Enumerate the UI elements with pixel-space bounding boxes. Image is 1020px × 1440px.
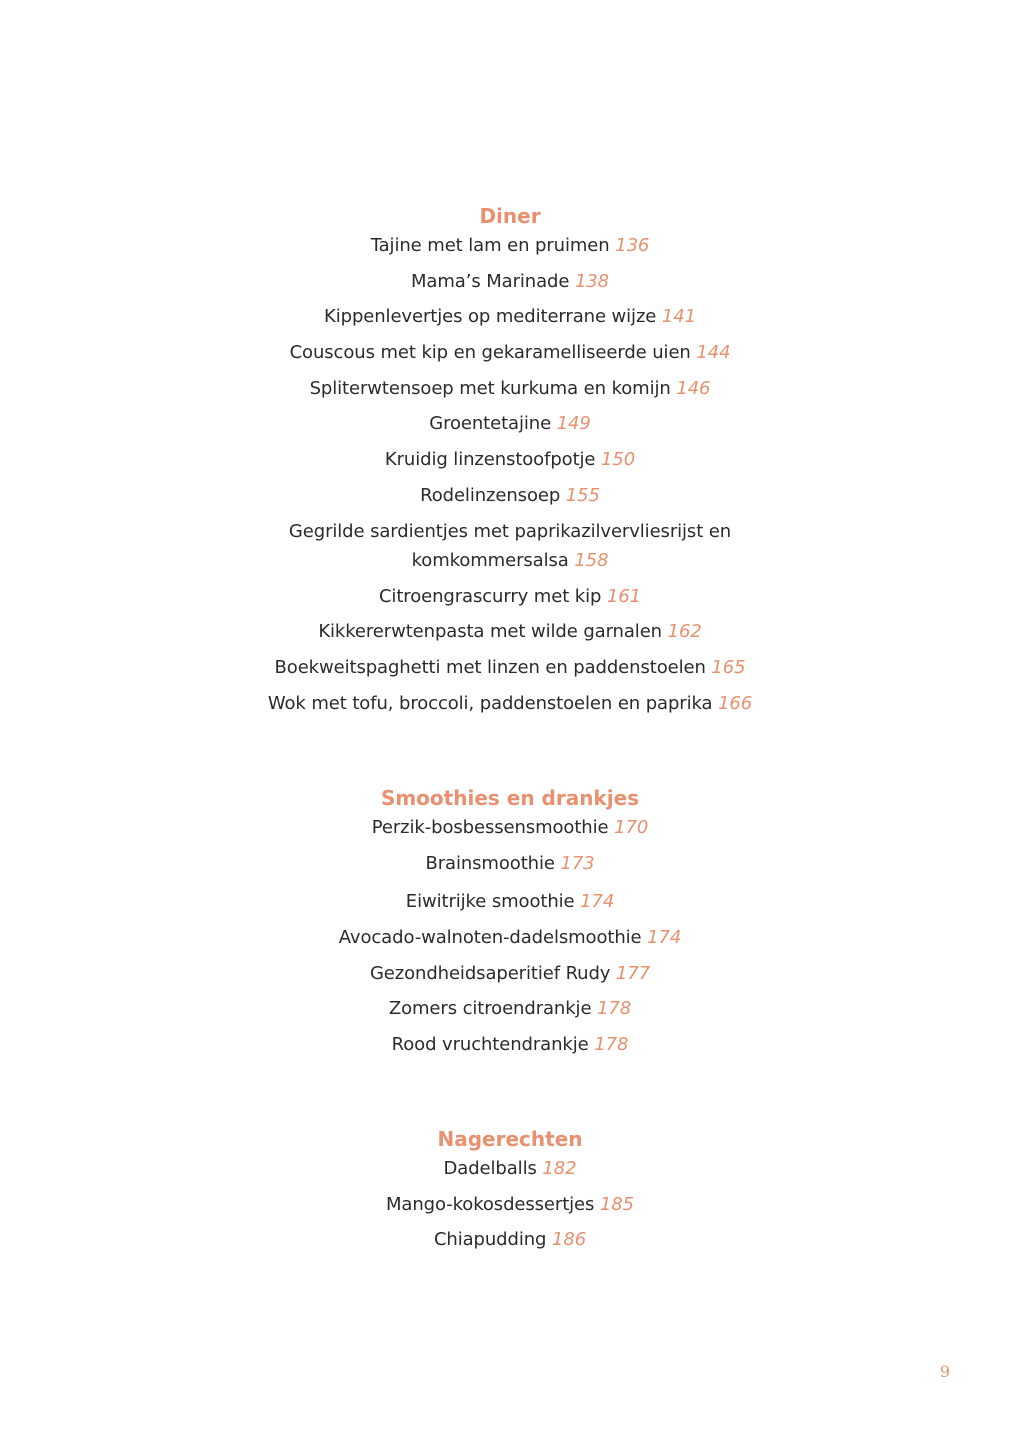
toc-entry[interactable]	[0, 1151, 1020, 1187]
entry-title: Rodelinzensoep	[420, 484, 561, 506]
entry-title: Brainsmoothie	[425, 852, 555, 874]
toc-entry[interactable]	[0, 810, 1020, 846]
entry-page-number: 186	[552, 1229, 587, 1251]
entry-page-number: 162	[667, 621, 702, 643]
entry-title: Avocado-walnoten-dadelsmoothie	[338, 927, 642, 949]
entry-page-number: 150	[601, 449, 636, 471]
entry-page-number: 174	[580, 891, 615, 913]
toc-entry[interactable]	[0, 920, 1020, 956]
entry-title: Mango-kokosdessertjes	[385, 1193, 595, 1215]
entry-page-number: 141	[661, 306, 696, 328]
entry-title: Kruidig linzenstoofpotje	[384, 449, 596, 471]
page-folio: 9	[939, 1362, 950, 1381]
toc-entry[interactable]	[0, 991, 1020, 1027]
entry-page-number: 166	[718, 692, 753, 714]
entry-page-number: 138	[574, 270, 610, 292]
toc-entry[interactable]	[0, 579, 1020, 615]
entry-page-number: 165	[711, 656, 746, 678]
toc-section-smoothies	[0, 786, 1020, 1063]
toc-entry[interactable]	[0, 1027, 1020, 1063]
entry-title: Tajine met lam en pruimen	[370, 235, 610, 256]
entry-title: Couscous met kip en gekaramelliseerde uien	[289, 342, 691, 364]
toc-entry[interactable]	[0, 371, 1020, 407]
entry-page-number: 174	[647, 927, 682, 949]
entry-page-number: 144	[696, 342, 731, 364]
entry-title: Kikkererwtenpasta met wilde garnalen	[318, 621, 662, 643]
entry-page-number: 170	[614, 817, 649, 838]
entry-title: Groentetajine	[429, 413, 552, 435]
entry-title: Zomers citroendrankje	[388, 998, 592, 1020]
entry-title: Mama’s Marinade	[410, 270, 570, 292]
toc-section-nagerechten	[0, 1127, 1020, 1258]
toc-entry[interactable]	[0, 846, 1020, 882]
section-title: Nagerechten	[437, 1127, 583, 1151]
toc-entry[interactable]	[0, 228, 1020, 264]
section-title: Smoothies en drankjes	[380, 786, 640, 810]
toc-section-diner	[0, 204, 1020, 721]
entry-page-number: 155	[565, 484, 600, 506]
toc-entry[interactable]	[0, 614, 1020, 650]
toc-entry[interactable]	[0, 299, 1020, 335]
entry-page-number: 136	[615, 235, 650, 256]
entry-page-number: 177	[615, 962, 651, 984]
toc-entry[interactable]	[0, 514, 1020, 579]
toc-entry[interactable]	[0, 884, 1020, 920]
toc-entry[interactable]	[0, 686, 1020, 722]
entry-title: Kippenlevertjes op mediterrane wijze	[324, 306, 657, 328]
entry-page-number: 185	[599, 1193, 635, 1215]
entry-page-number: 158	[574, 549, 609, 571]
entry-page-number: 149	[556, 413, 591, 435]
toc-entry[interactable]	[0, 335, 1020, 371]
entry-title: Citroengrascurry met kip	[378, 585, 602, 607]
entry-page-number: 173	[560, 852, 595, 874]
entry-title-line-1: Gegrilde sardientjes met paprikazilvervliesrijst en	[288, 520, 732, 542]
entry-title: Boekweitspaghetti met linzen en paddenstoelen	[274, 656, 706, 678]
toc-entry[interactable]	[0, 650, 1020, 686]
toc-entry[interactable]	[0, 956, 1020, 992]
entry-page-number: 182	[542, 1158, 577, 1179]
entry-page-number: 146	[676, 377, 711, 399]
toc-entry[interactable]	[0, 1222, 1020, 1258]
entry-title: Spliterwtensoep met kurkuma en komijn	[309, 377, 671, 399]
toc-entry[interactable]	[0, 478, 1020, 514]
toc-entry[interactable]	[0, 442, 1020, 478]
toc-entry[interactable]	[0, 1187, 1020, 1223]
entry-title: Perzik-bosbessensmoothie	[371, 817, 609, 838]
entry-page-number: 178	[594, 1034, 629, 1056]
entry-page-number: 161	[606, 585, 642, 607]
entry-title: Wok met tofu, broccoli, paddenstoelen en paprika	[267, 692, 713, 714]
entry-title: Eiwitrijke smoothie	[405, 891, 575, 913]
entry-title: Rood vruchtendrankje	[391, 1034, 589, 1056]
toc-entry[interactable]	[0, 406, 1020, 442]
section-title: Diner	[479, 204, 541, 228]
toc-entry[interactable]	[0, 264, 1020, 300]
entry-title: Dadelballs	[443, 1158, 537, 1179]
entry-page-number: 178	[597, 998, 632, 1020]
entry-title: Gezondheidsaperitief Rudy	[369, 962, 611, 984]
entry-title: Chiapudding	[433, 1229, 547, 1251]
entry-title-line-2: komkommersalsa	[411, 549, 569, 571]
